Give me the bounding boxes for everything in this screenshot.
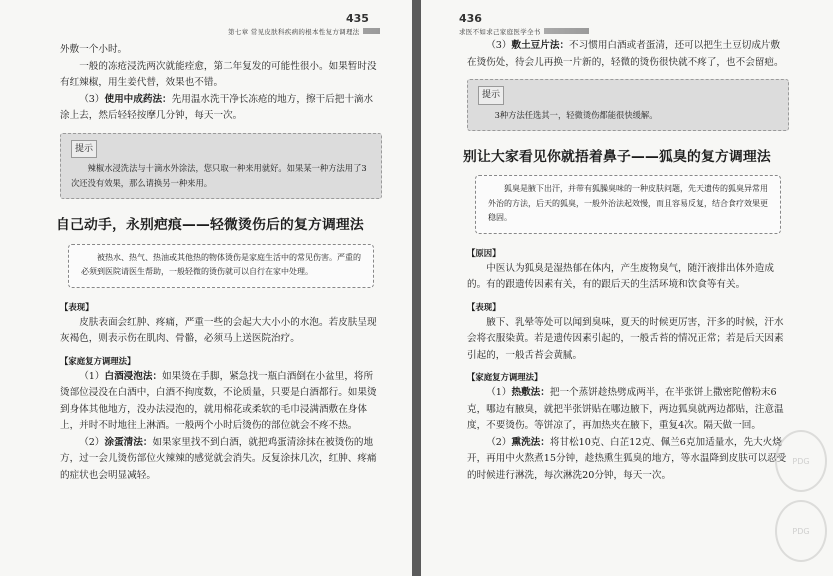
paragraph: （3）敷土豆片法：不习惯用白酒或者蛋清，还可以把生土豆切成片敷在烫伤处，待会儿再换一片新的，轻微的烫伤很快就不疼了，也不会留疤。 [467, 40, 784, 68]
book-title: 求医不如求己家庭医学全书 [459, 27, 544, 36]
right-running-header [421, 10, 833, 36]
page-number: 435 [346, 12, 369, 25]
paragraph: （2）涂蛋清法：如果家里找不到白酒，就把鸡蛋清涂抹在被烫伤的地方，过一会儿烫伤部位火辣辣的感觉就会消失。反复涂抹几次，红肿、疼痛的症状也会明显减轻。 [60, 436, 377, 481]
intro-box [475, 175, 781, 234]
tip-label: 提示 [478, 86, 504, 105]
left-page [0, 0, 412, 576]
paragraph: （2）熏洗法：将甘松10克、白芷12克、佩兰6克加适量水，先大火烧开，再用中火熬煮15分钟，趁热熏生狐臭的地方，等水温降到皮肤可以忍受的时候进行淋洗，每次淋洗20分钟，每天一次。 [467, 436, 787, 481]
paragraph: （1）热敷法：把一个蒸饼趁热劈成两半，在半张饼上撒密陀僧粉末6克，哪边有腋臭，就把半张饼贴在哪边腋下，两边狐臭就两边都贴，注意温度，不要烫伤。等饼凉了，再加热夹在腋下，重复4次。隔天做一回。 [467, 387, 784, 431]
book-gutter [412, 0, 421, 576]
section-heading: 自己动手，永别疤痕——轻微烫伤后的复方调理法 [56, 217, 364, 233]
paragraph: 皮肤表面会红肿、疼痛，严重一些的会起大大小小的水泡。若皮肤呈现灰褐色，则表示伤在肌肉、骨骼，必须马上送医院治疗。 [60, 316, 377, 344]
right-page [421, 0, 833, 576]
subsection-label: 【原因】 [467, 247, 501, 258]
right-page-body [463, 38, 789, 484]
page-number: 436 [459, 12, 482, 25]
watermark-stamp: PDG [775, 500, 827, 562]
left-running-header [0, 10, 412, 36]
watermark-stamp: PDG [775, 430, 827, 492]
tip-label: 提示 [71, 140, 97, 159]
section-heading: 别让大家看见你就捂着鼻子——狐臭的复方调理法 [463, 148, 771, 165]
subsection-label: 【表现】 [60, 301, 94, 312]
paragraph: 一般的冻疮浸洗两次就能痊愈，第二年复发的可能性很小。如果暂时没有红辣椒，用生姜代替，效果也不错。 [60, 60, 377, 88]
tip-text: 3种方法任选其一，轻微烫伤都能很快缓解。 [494, 109, 658, 120]
intro-text: 被热水、热气、热油或其他热的物体烫伤是家庭生活中的常见伤害。严重的必须到医院请医生帮助，一般轻微的烫伤就可以自行在家中处理。 [81, 252, 361, 276]
paragraph: 外敷一个小时。 [60, 44, 128, 55]
paragraph: （3）使用中成药法：先用温水洗干净长冻疮的地方，擦干后把十滴水涂上去，然后轻轻按摩几分钟，每天一次。 [60, 93, 374, 121]
tip-box [60, 133, 382, 200]
paragraph: 腋下、乳晕等处可以闻到臭味，夏天的时候更厉害，汗多的时候，汗水会将衣服染黄。若是遗传因素引起的，一般舌苔的情况正常；若是后天因素引起的，一般舌苔会黄腻。 [467, 316, 784, 361]
tip-box [467, 79, 789, 131]
subsection-label: 【家庭复方调理法】 [467, 372, 543, 382]
chapter-title: 第七章 常见皮肤科疾病的根本性复方调理法 [228, 27, 363, 36]
tip-text: 辣椒水浸洗法与十滴水外涂法，您只取一种来用就好。如果某一种方法用了3次还没有效果，那么请换另一种来用。 [71, 163, 367, 188]
paragraph: （1）白酒浸泡法：如果烫在手脚，紧急找一瓶白酒倒在小盆里，将所烫部位浸没在白酒中，白酒不拘度数，不论质量，只要是白酒都行。如果烫到身体其他地方，没办法浸泡的，就用棉花或柔软的毛巾浸满酒敷在身体上，并时不时地往上淋酒。一般两个小时后烫伤的部位就会不疼不热。 [60, 370, 377, 431]
subsection-label: 【表现】 [467, 301, 501, 312]
subsection-label: 【家庭复方调理法】 [60, 355, 136, 366]
intro-text: 狐臭是腋下出汗，并带有狐臊臭味的一种皮肤问题，先天遗传的狐臭异常用外治的方法，后天的狐臭，一般外治法起效慢，而且容易反复，结合食疗效果更稳固。 [488, 184, 768, 222]
left-page-body [56, 42, 382, 484]
intro-box [68, 244, 374, 288]
paragraph: 中医认为狐臭是湿热郁在体内，产生废物臭气，随汗液排出体外造成的。有的跟遗传因素有关，有的跟后天的生活环境和饮食等有关。 [467, 262, 774, 290]
